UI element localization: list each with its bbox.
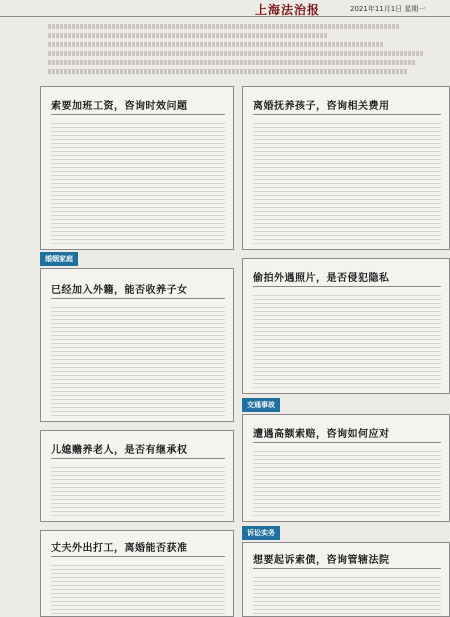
article-inheritance [40,430,234,522]
article-jurisdiction [242,542,450,617]
article-text [51,562,225,614]
article-headline: 已经加入外籍，能否收养子女 [51,285,188,296]
article-headline: 遭遇高额索赔，咨询如何应对 [253,429,390,440]
article-text [253,120,441,244]
section-tag-marriage: 婚姻家庭 [40,252,78,266]
article-divorce [40,530,234,617]
article-headline: 索要加班工资，咨询时效问题 [51,101,188,112]
section-tag-lawsuit: 诉讼实务 [242,526,280,540]
article-headline: 丈夫外出打工，离婚能否获准 [51,543,188,554]
article-text [253,574,441,614]
article-text [51,120,225,244]
article-text [51,464,225,518]
article-body [253,120,441,244]
masthead-logo: 上海法治报 [255,3,321,17]
article-body [51,120,225,244]
section-tag-traffic: 交通事故 [242,398,280,412]
intro-notice [48,20,448,72]
article-compensation [242,414,450,522]
article-text [253,448,441,516]
article-child-support [242,86,450,250]
article-body [253,574,441,614]
article-body [253,448,441,516]
masthead-date: 2021年11月1日 星期一 [350,5,426,13]
article-overtime [40,86,234,250]
article-body [253,292,441,388]
article-adoption [40,268,234,422]
article-privacy [242,258,450,394]
article-headline: 离婚抚养孩子，咨询相关费用 [253,101,390,112]
article-body [51,562,225,614]
article-text [253,292,441,388]
article-text [51,304,225,416]
article-headline: 偷拍外遇照片，是否侵犯隐私 [253,273,390,284]
article-headline: 儿媳赡养老人，是否有继承权 [51,445,188,456]
article-body [51,464,225,518]
article-body [51,304,225,416]
article-headline: 想要起诉索债，咨询管辖法院 [253,555,390,566]
